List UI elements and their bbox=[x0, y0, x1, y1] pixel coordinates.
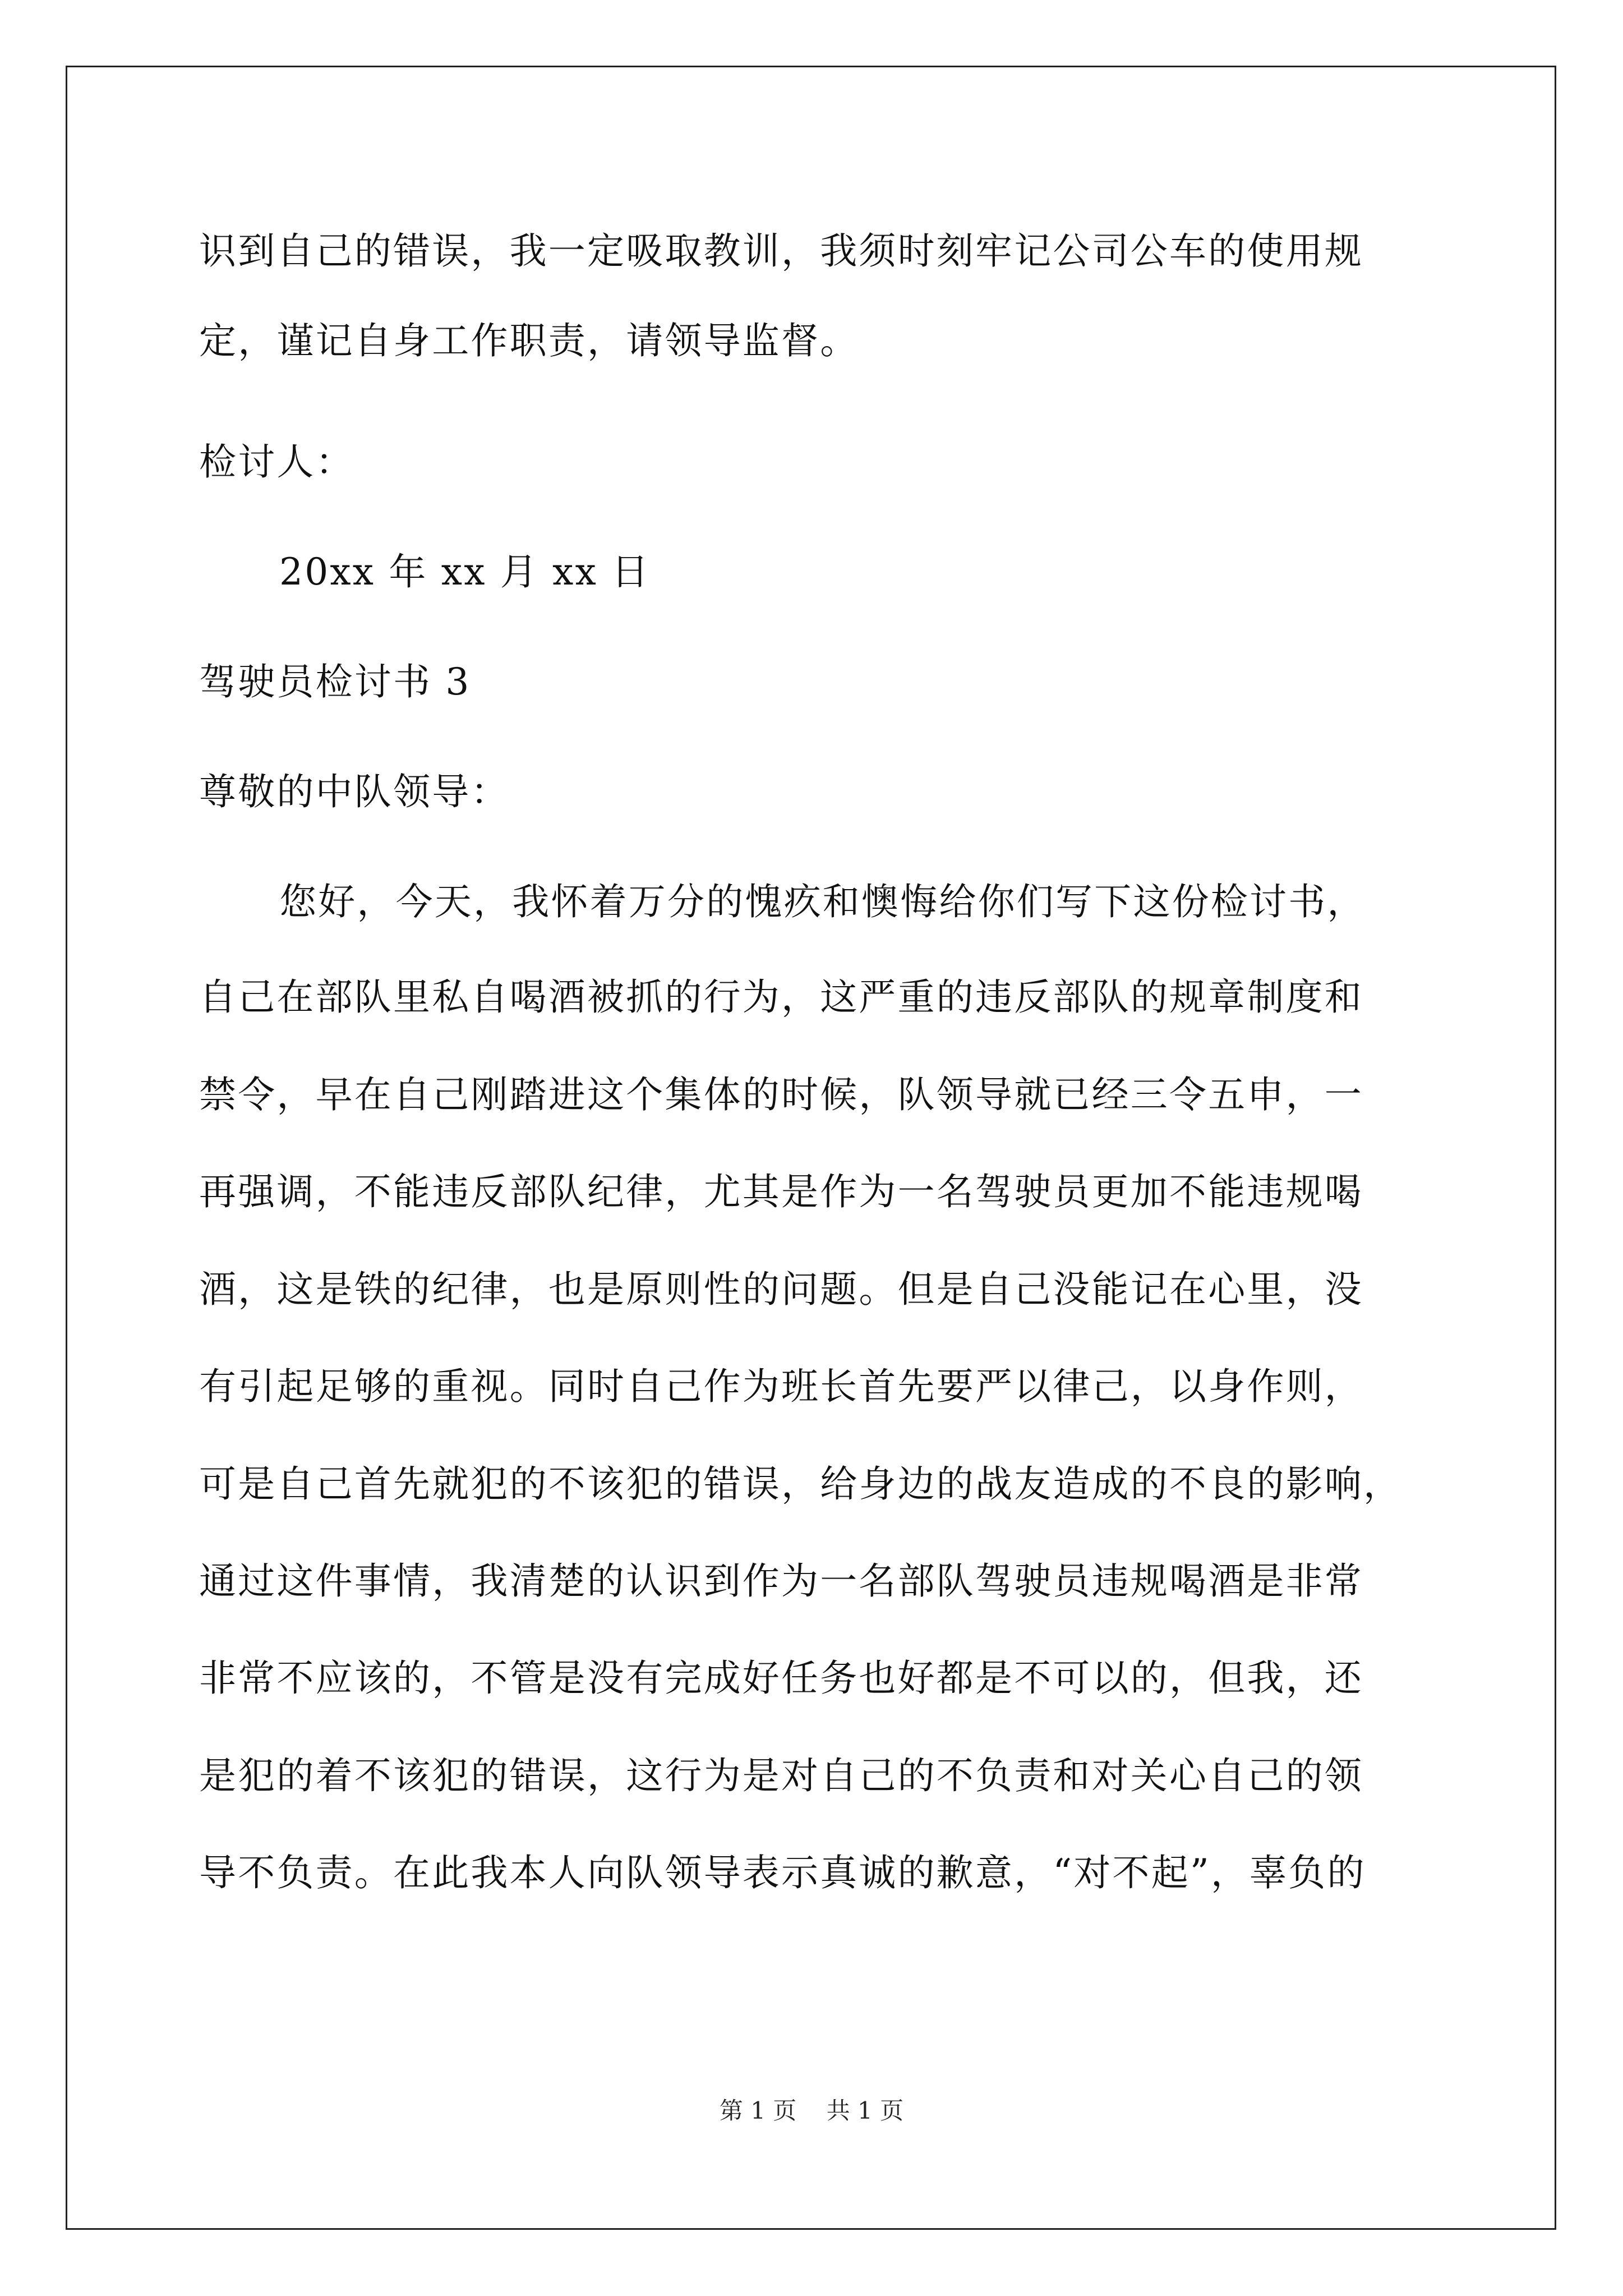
body-line-15: 非常不应该的，不管是没有完成好任务也好都是不可以的，但我，还 bbox=[199, 1657, 1363, 1700]
body-line-13: 可是自己首先就犯的不该犯的错误，给身边的战友造成的不良的影响， bbox=[199, 1462, 1403, 1506]
body-line-14: 通过这件事情，我清楚的认识到作为一名部队驾驶员违规喝酒是非常 bbox=[199, 1559, 1363, 1603]
signer-label: 检讨人： bbox=[199, 440, 354, 484]
body-line-16: 是犯的着不该犯的错误，这行为是对自己的不负责和对关心自己的领 bbox=[199, 1754, 1363, 1797]
body-line-7: 您好，今天，我怀着万分的愧疚和懊悔给你们写下这份检讨书， bbox=[279, 880, 1366, 923]
page-footer: 第 1 页 共 1 页 bbox=[719, 2097, 904, 2124]
body-line-12: 有引起足够的重视。同时自己作为班长首先要严以律己，以身作则， bbox=[199, 1365, 1363, 1408]
body-line-2: 定，谨记自身工作职责，请领导监督。 bbox=[199, 319, 859, 362]
page-border bbox=[66, 66, 1556, 2230]
body-line-9: 禁令，早在自己刚踏进这个集体的时候，队领导就已经三令五申，一 bbox=[199, 1073, 1363, 1116]
body-line-1: 识到自己的错误，我一定吸取教训，我须时刻牢记公司公车的使用规 bbox=[199, 229, 1363, 273]
body-line-8: 自己在部队里私自喝酒被抓的行为，这严重的违反部队的规章制度和 bbox=[199, 976, 1363, 1019]
section-title: 驾驶员检讨书 3 bbox=[199, 660, 471, 703]
body-line-17: 导不负责。在此我本人向队领导表示真诚的歉意，“对不起”，辜负的 bbox=[199, 1851, 1366, 1894]
salutation: 尊敬的中队领导： bbox=[199, 770, 510, 813]
date-line: 20xx 年 xx 月 xx 日 bbox=[279, 550, 651, 593]
body-line-10: 再强调，不能违反部队纪律，尤其是作为一名驾驶员更加不能违规喝 bbox=[199, 1170, 1363, 1213]
body-line-11: 酒，这是铁的纪律，也是原则性的问题。但是自己没能记在心里，没 bbox=[199, 1268, 1363, 1311]
